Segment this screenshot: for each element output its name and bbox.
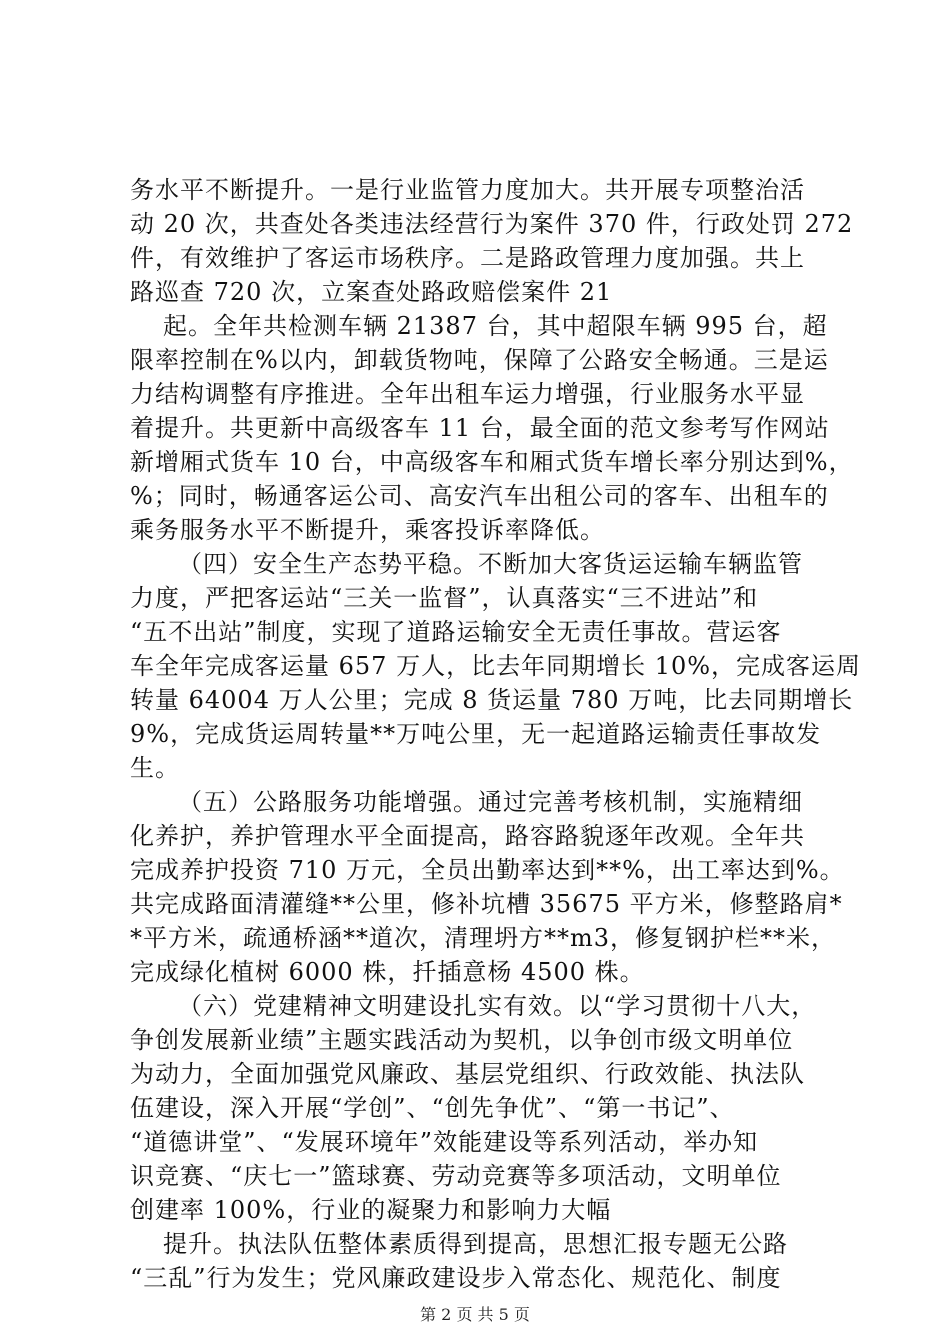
- text-line: 车全年完成客运量 657 万人，比去年同期增长 10%，完成客运周: [130, 652, 862, 680]
- text-line: *平方米，疏通桥涵**道次，清理坍方**m3，修复钢护栏**米，: [130, 924, 837, 952]
- paragraph-heading: （六）党建精神文明建设扎实有效。以“学习贯彻十八大，: [178, 992, 817, 1020]
- text-line: 力结构调整有序推进。全年出租车运力增强，行业服务水平显: [130, 380, 805, 408]
- text-line: 识竞赛、“庆七一”篮球赛、劳动竞赛等多项活动，文明单位: [130, 1162, 782, 1190]
- text-line: 为动力，全面加强党风廉政、基层党组织、行政效能、执法队: [130, 1060, 805, 1088]
- text-line: “三乱”行为发生；党风廉政建设步入常态化、规范化、制度: [130, 1264, 782, 1292]
- text-line: 生。: [130, 754, 180, 782]
- text-line: 力度，严把客运站“三关一监督”，认真落实“三不进站”和: [130, 584, 759, 612]
- text-line: “五不出站”制度，实现了道路运输安全无责任事故。营运客: [130, 618, 782, 646]
- text-line: “道德讲堂”、“发展环境年”效能建设等系列活动，举办知: [130, 1128, 759, 1156]
- text-line: 转量 64004 万人公里；完成 8 货运量 780 万吨，比去同期增长: [130, 686, 854, 714]
- text-line: 完成绿化植树 6000 株，扦插意杨 4500 株。: [130, 958, 645, 986]
- text-line: 9%，完成货运周转量**万吨公里，无一起道路运输责任事故发: [130, 720, 822, 748]
- text-line: 争创发展新业绩”主题实践活动为契机，以争创市级文明单位: [130, 1026, 794, 1054]
- text-line: 务水平不断提升。一是行业监管力度加大。共开展专项整治活: [130, 176, 805, 204]
- text-line: 完成养护投资 710 万元，全员出勤率达到**%，出工率达到%。: [130, 856, 845, 884]
- text-line: 新增厢式货车 10 台，中高级客车和厢式货车增长率分别达到%，: [130, 448, 854, 476]
- text-line: 提升。执法队伍整体素质得到提高，思想汇报专题无公路: [163, 1230, 788, 1258]
- text-line: %；同时，畅通客运公司、高安汽车出租公司的客车、出租车的: [130, 482, 829, 510]
- paragraph-heading: （四）安全生产态势平稳。不断加大客货运运输车辆监管: [178, 550, 803, 578]
- text-line: 起。全年共检测车辆 21387 台，其中超限车辆 995 台，超: [163, 312, 828, 340]
- text-line: 件，有效维护了客运市场秩序。二是路政管理力度加强。共上: [130, 244, 805, 272]
- text-line: 共完成路面清灌缝**公里，修补坑槽 35675 平方米，修整路肩*: [130, 890, 843, 918]
- text-line: 伍建设，深入开展“学创”、“创先争优”、“第一书记”、: [130, 1094, 735, 1122]
- text-line: 化养护，养护管理水平全面提高，路容路貌逐年改观。全年共: [130, 822, 805, 850]
- page-footer: 第 2 页 共 5 页: [420, 1305, 530, 1324]
- text-line: 路巡查 720 次，立案查处路政赔偿案件 21: [130, 278, 613, 306]
- paragraph-heading: （五）公路服务功能增强。通过完善考核机制，实施精细: [178, 788, 803, 816]
- text-line: 创建率 100%，行业的凝聚力和影响力大幅: [130, 1196, 612, 1224]
- text-line: 乘务服务水平不断提升，乘客投诉率降低。: [130, 516, 605, 544]
- text-line: 动 20 次，共查处各类违法经营行为案件 370 件，行政处罚 272: [130, 210, 854, 238]
- text-line: 限率控制在%以内，卸载货物吨，保障了公路安全畅通。三是运: [130, 346, 829, 374]
- text-line: 着提升。共更新中高级客车 11 台，最全面的范文参考写作网站: [130, 414, 830, 442]
